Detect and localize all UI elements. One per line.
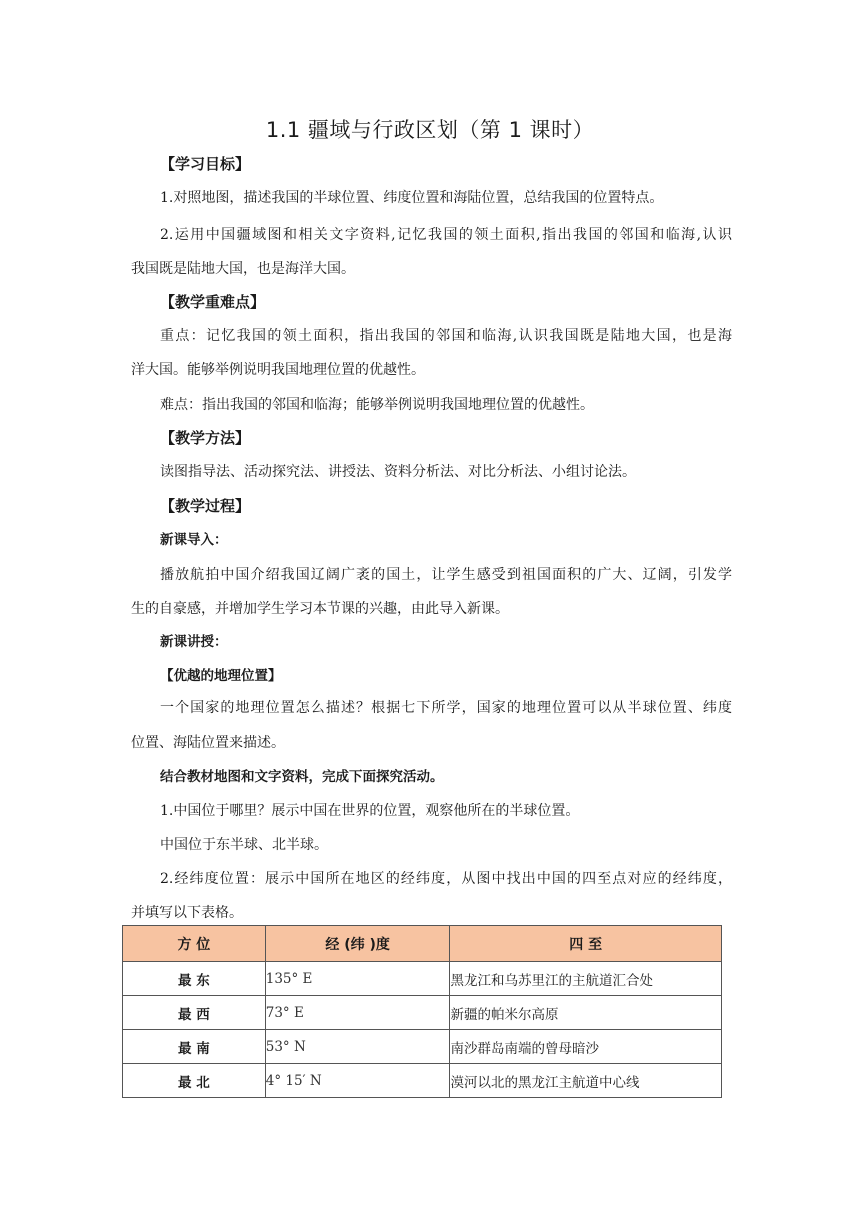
cell-direction: 最 西: [123, 996, 266, 1030]
answer-1: 中国位于东半球、北半球。: [160, 837, 328, 853]
para1-line-2: 位置、海陆位置来描述。: [131, 735, 285, 751]
cell-coordinate: 53° N: [265, 1030, 450, 1064]
cell-direction: 最 东: [123, 962, 266, 996]
para1-line-1: 一个国家的地理位置怎么描述？根据七下所学，国家的地理位置可以从半球位置、纬度: [160, 700, 732, 716]
cell-place: 南沙群岛南端的曾母暗沙: [450, 1030, 722, 1064]
header-extreme-point: 四 至: [450, 926, 722, 962]
focus-line-1: 重点：记忆我国的领土面积，指出我国的邻国和临海,认识我国既是陆地大国，也是海: [160, 328, 732, 344]
table-row: [123, 1030, 722, 1064]
intro-line-2: 生的自豪感，并增加学生学习本节课的兴趣，由此导入新课。: [131, 601, 509, 617]
focus-line-2: 洋大国。能够举例说明我国地理位置的优越性。: [131, 362, 425, 378]
objective-1: 1.对照地图，描述我国的半球位置、纬度位置和海陆位置，总结我国的位置特点。: [160, 190, 664, 206]
cell-direction: 最 南: [123, 1030, 266, 1064]
key-points-heading: 【教学重难点】: [160, 293, 266, 311]
lecture-label: 新课讲授：: [160, 634, 228, 650]
header-coordinate: 经 (纬 )度: [265, 926, 450, 962]
cell-coordinate: 135° E: [265, 962, 450, 996]
table-row: [123, 1064, 722, 1098]
extreme-points-table: [122, 925, 722, 1098]
sub-heading: 【优越的地理位置】: [160, 668, 282, 684]
intro-line-1: 播放航拍中国介绍我国辽阔广袤的国土，让学生感受到祖国面积的广大、辽阔，引发学: [160, 567, 732, 583]
process-heading: 【教学过程】: [160, 497, 251, 515]
table-row: [123, 996, 722, 1030]
objectives-heading: 【学习目标】: [160, 155, 251, 173]
cell-place: 新疆的帕米尔高原: [450, 996, 722, 1030]
methods-heading: 【教学方法】: [160, 429, 251, 447]
question-1: 1.中国位于哪里？展示中国在世界的位置，观察他所在的半球位置。: [160, 803, 580, 819]
table-row: [123, 962, 722, 996]
page-title: 1.1 疆域与行政区划（第 1 课时）: [265, 118, 595, 142]
cell-direction: 最 北: [123, 1064, 266, 1098]
intro-label: 新课导入：: [160, 532, 228, 548]
difficulty-line: 难点：指出我国的邻国和临海；能够举例说明我国地理位置的优越性。: [160, 397, 594, 413]
activity-line: 结合教材地图和文字资料，完成下面探究活动。: [160, 769, 444, 785]
header-direction: 方 位: [123, 926, 266, 962]
question-2-line-1: 2.经纬度位置：展示中国所在地区的经纬度，从图中找出中国的四至点对应的经纬度，: [160, 871, 732, 887]
cell-place: 漠河以北的黑龙江主航道中心线: [450, 1064, 722, 1098]
objective-2-line-2: 我国既是陆地大国，也是海洋大国。: [131, 261, 355, 277]
methods-text: 读图指导法、活动探究法、讲授法、资料分析法、对比分析法、小组讨论法。: [160, 464, 636, 480]
question-2-line-2: 并填写以下表格。: [131, 905, 243, 921]
cell-coordinate: 73° E: [265, 996, 450, 1030]
cell-place: 黑龙江和乌苏里江的主航道汇合处: [450, 962, 722, 996]
cell-coordinate: 4° 15′ N: [265, 1064, 450, 1098]
objective-2-line-1: 2.运用中国疆域图和相关文字资料,记忆我国的领土面积,指出我国的邻国和临海,认识: [160, 227, 732, 243]
table-header-row: [123, 926, 722, 962]
